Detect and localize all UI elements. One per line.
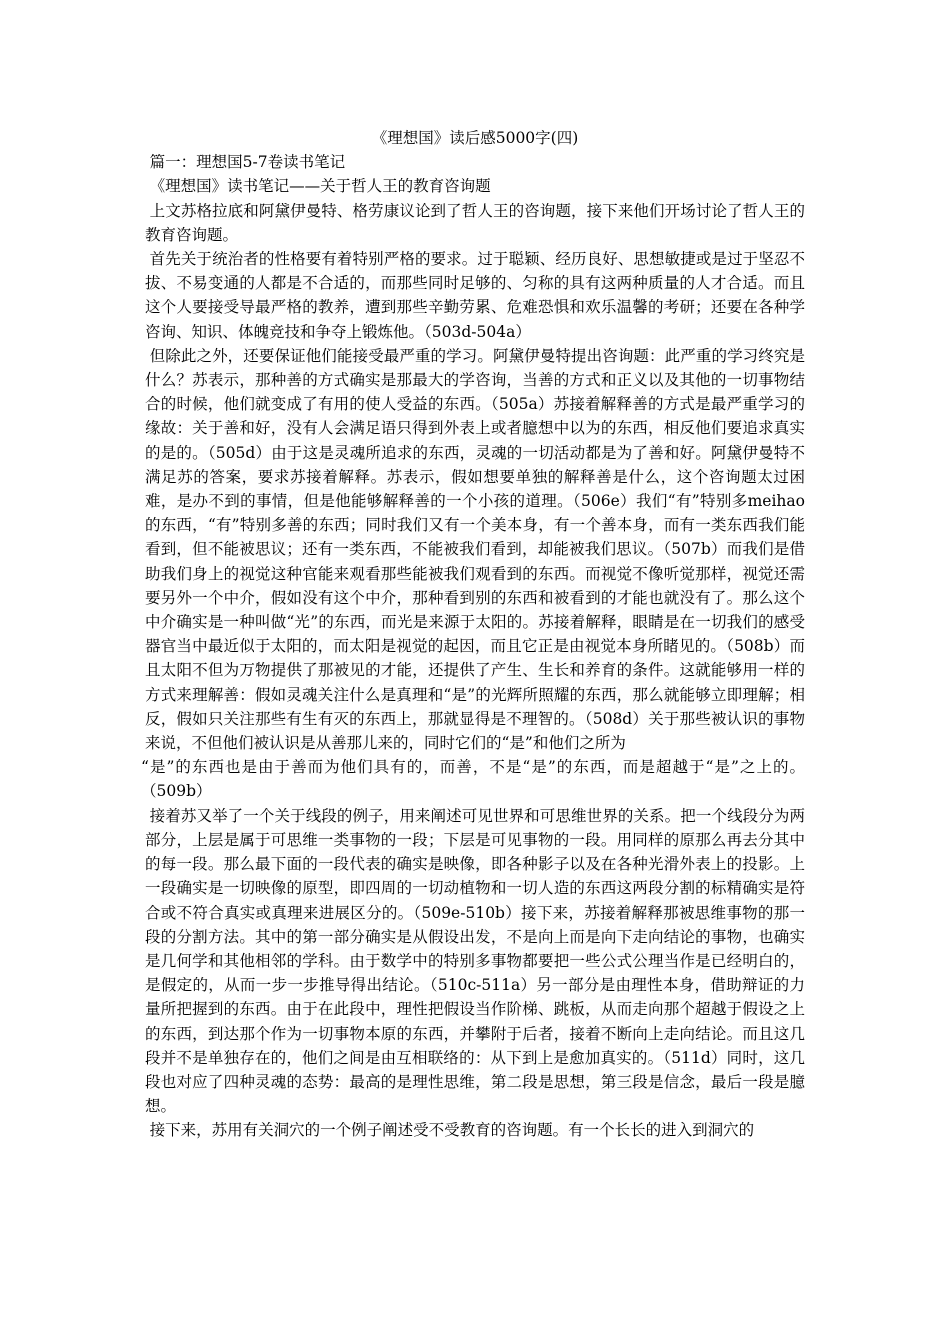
paragraph-3-continuation: “是”的东西也是由于善而为他们具有的，而善，不是“是”的东西，而是超越于“是”之上的。（509b） xyxy=(141,758,805,801)
paragraph-5: 接下来，苏用有关洞穴的一个例子阐述受不受教育的咨询题。有一个长长的进入到洞穴的 xyxy=(149,1121,755,1140)
paragraph-1: 上文苏格拉底和阿黛伊曼特、格劳康议论到了哲人王的咨询题，接下来他们开场讨论了哲人王的教育咨询题。 xyxy=(145,201,805,244)
paragraph-3: 但除此之外，还要保证他们能接受最严重的学习。阿黛伊曼特提出咨询题：此严重的学习终究是什么？苏表示，那种善的方式确实是那最大的学咨询，当善的方式和正义以及其他的一切事物结合的时候，他们就变成了有用的使人受益的东西。（505a）苏接着解释善的方式是最严重学习的缘故：关于善和好，没有人会满足语只得到外表上或者臆想中以为的东西，相反他们要追求真实的是的。（505d）由于这是灵魂所追求的东西，灵魂的一切活动都是为了善和好。阿黛伊曼特不满足苏的答案，要求苏接着解释。苏表示，假如想要单独的解释善是什么，这个咨询题太过困难，是办不到的事情，但是他能够解释善的一个小孩的道理。（506e）我们“有”特别多meihao的东西，“有”特别多善的东西；同时我们又有一个美本身，有一个善本身，而有一类东西我们能看到，但不能被思议；还有一类东西，不能被我们看到，却能被我们思议。（507b）而我们是借助我们身上的视觉这种官能来观看那些能被我们观看到的东西。而视觉不像听觉那样，视觉还需要另外一个中介，假如没有这个中介，那种看到别的东西和被看到的才能也就没有了。那么这个中介确实是一种叫做“光”的东西，而光是来源于太阳的。苏接着解释，眼睛是在一切我们的感受器官当中最近似于太阳的，而太阳是视觉的起因，而且它正是由视觉本身所睹见的。（508b）而且太阳不但为万物提供了那被见的才能，还提供了产生、生长和养育的条件。这就能够用一样的方式来理解善：假如灵魂关注什么是真理和“是”的光辉所照耀的东西，那么就能够立即理解；相反，假如只关注那些有生有灭的东西上，那就显得是不理智的。（508d）关于那些被认识的事物来说，不但他们被认识是从善那儿来的，同时它们的“是”和他们之所为 xyxy=(145,346,805,753)
heading-chapter: 篇一：理想国5-7卷读书笔记 xyxy=(149,153,346,172)
paragraph-2: 首先关于统治者的性格要有着特别严格的要求。过于聪颖、经历良好、思想敏捷或是过于坚忍不拔、不易变通的人都是不合适的，而那些同时足够的、匀称的具有这两种质量的人才合适。而且这个人要接受导最严格的教养，遭到那些辛勤劳累、危难恐惧和欢乐温馨的考研；还要在各种学咨询、知识、体魄竞技和争夺上锻炼他。（503d-504a） xyxy=(145,250,805,341)
paragraph-4: 接着苏又举了一个关于线段的例子，用来阐述可见世界和可思维世界的关系。把一个线段分为两部分，上层是属于可思维一类事物的一段；下层是可见事物的一段。用同样的原那么再去分其中的每一段。那么最下面的一段代表的确实是映像，即各种影子以及在各种光滑外表上的投影。上一段确实是一切映像的原型，即四周的一切动植物和一切人造的东西这两段分割的标精确实是符合或不符合真实或真理来进展区分的。（509e-510b）接下来，苏接着解释那被思维事物的那一段的分割方法。其中的第一部分确实是从假设出发，不是向上而是向下走向结论的事物，也确实是几何学和其他相邻的学科。由于数学中的特别多事物都要把一些公式公理当作是已经明白的，是假定的，从而一步一步推导得出结论。（510c-511a）另一部分是由理性本身，借助辩证的力量所把握到的东西。由于在此段中，理性把假设当作阶梯、跳板，从而走向那个超越于假设之上的东西，到达那个作为一切事物本原的东西，并攀附于后者，接着不断向上走向结论。而且这几段并不是单独存在的，他们之间是由互相联络的：从下到上是愈加真实的。（511d）同时，这几段也对应了四种灵魂的态势：最高的是理性思维，第二段是思想，第三段是信念，最后一段是臆想。 xyxy=(145,806,805,1116)
document-body xyxy=(141,126,805,1143)
document-title: 《理想国》读后感5000字(四) xyxy=(371,129,579,147)
heading-notes: 《理想国》读书笔记——关于哲人王的教育咨询题 xyxy=(149,177,491,196)
